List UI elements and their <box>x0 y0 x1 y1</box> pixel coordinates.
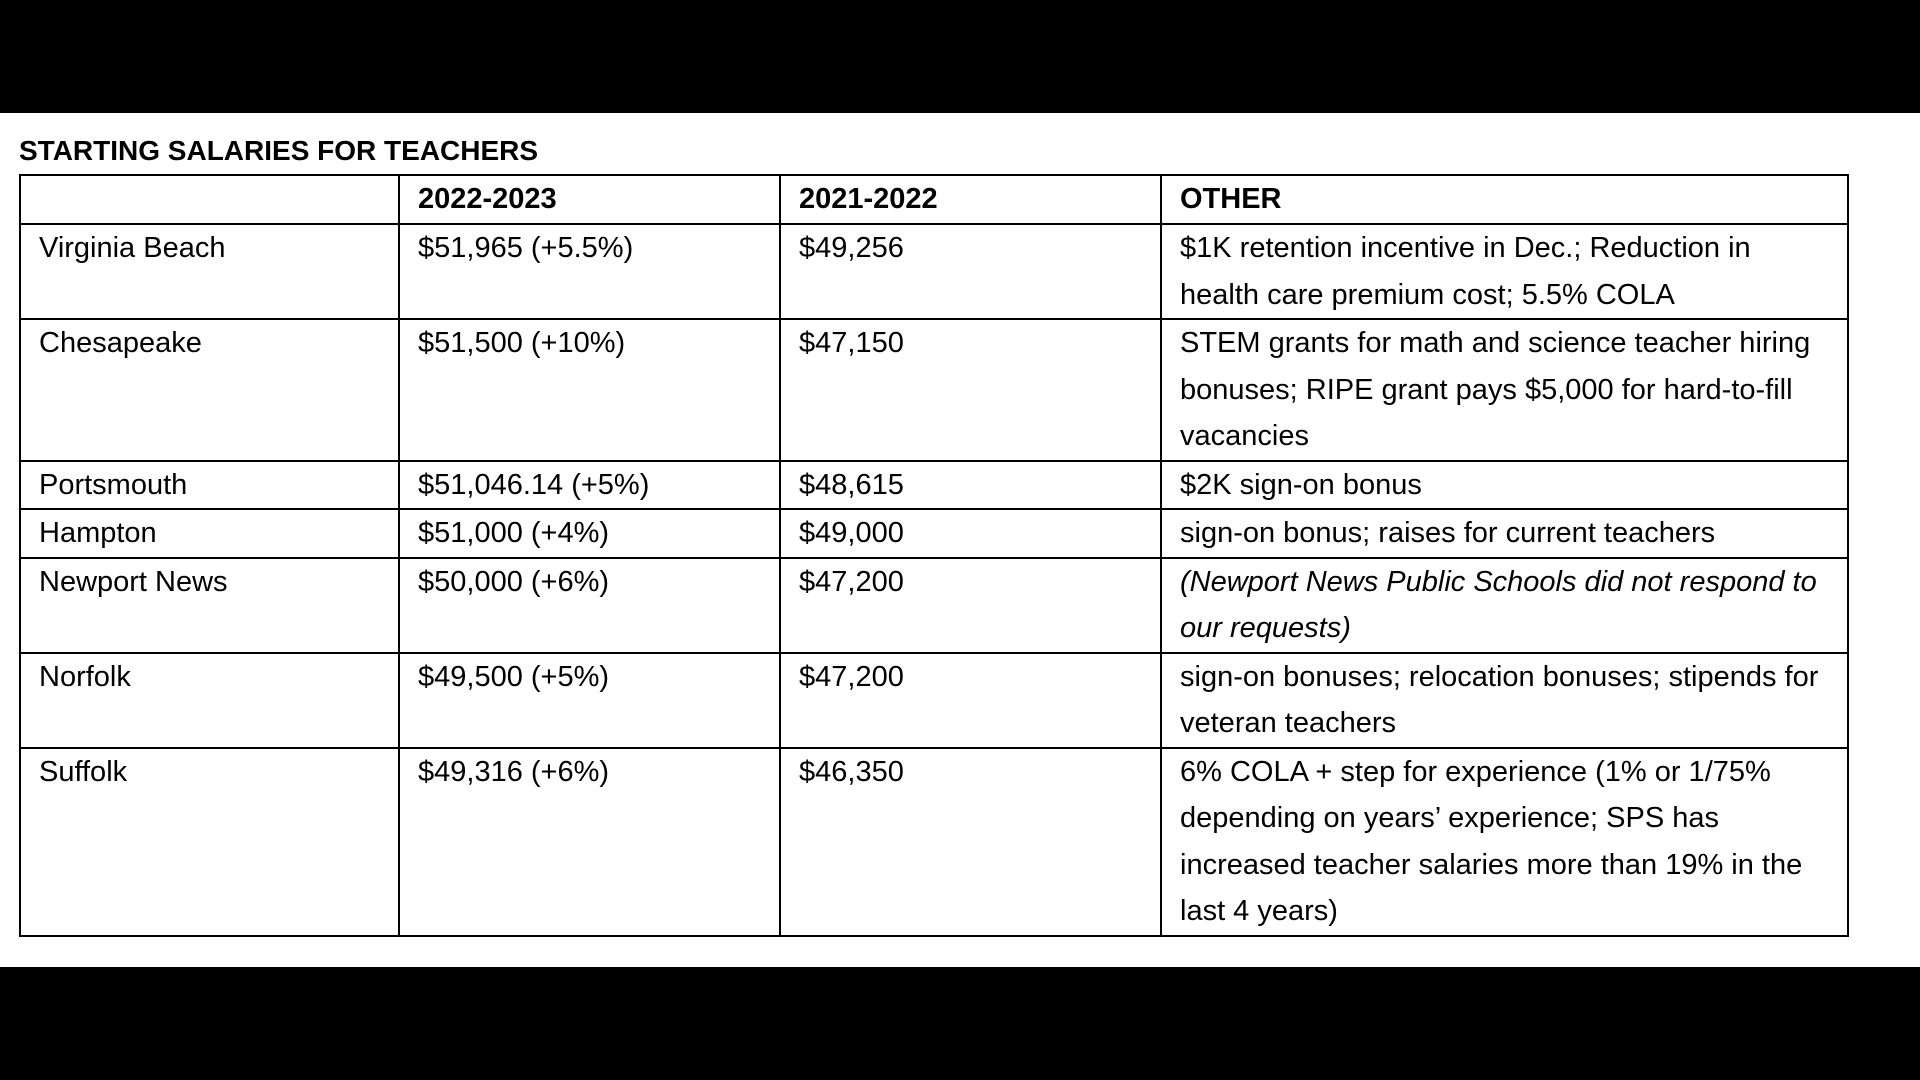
other-cell: (Newport News Public Schools did not respond to our requests) <box>1161 558 1848 653</box>
header-2021-2022: 2021-2022 <box>780 175 1161 224</box>
document-sheet <box>0 113 1920 967</box>
other-cell: 6% COLA + step for experience (1% or 1/75% depending on years’ experience; SPS has increased teacher salaries more than 19% in the last 4 years) <box>1161 748 1848 936</box>
table-row <box>20 558 1848 653</box>
table-row <box>20 653 1848 748</box>
header-2022-2023: 2022-2023 <box>399 175 780 224</box>
city-cell: Portsmouth <box>20 461 399 510</box>
table-row <box>20 748 1848 936</box>
document-title: STARTING SALARIES FOR TEACHERS <box>19 135 539 166</box>
salary-2022-2023-cell: $51,046.14 (+5%) <box>399 461 780 510</box>
header-other: OTHER <box>1161 175 1848 224</box>
other-cell: STEM grants for math and science teacher hiring bonuses; RIPE grant pays $5,000 for hard-to-fill vacancies <box>1161 319 1848 461</box>
salary-2022-2023-cell: $50,000 (+6%) <box>399 558 780 653</box>
other-cell: sign-on bonuses; relocation bonuses; stipends for veteran teachers <box>1161 653 1848 748</box>
salary-2021-2022-cell: $47,150 <box>780 319 1161 461</box>
other-cell: $1K retention incentive in Dec.; Reduction in health care premium cost; 5.5% COLA <box>1161 224 1848 319</box>
city-cell: Norfolk <box>20 653 399 748</box>
salary-2021-2022-cell: $47,200 <box>780 653 1161 748</box>
table-row <box>20 509 1848 558</box>
header-city <box>20 175 399 224</box>
salary-2021-2022-cell: $49,256 <box>780 224 1161 319</box>
table-row <box>20 224 1848 319</box>
salary-2021-2022-cell: $49,000 <box>780 509 1161 558</box>
city-cell: Chesapeake <box>20 319 399 461</box>
salary-2022-2023-cell: $51,965 (+5.5%) <box>399 224 780 319</box>
table-header-row <box>20 175 1848 224</box>
salary-2022-2023-cell: $49,500 (+5%) <box>399 653 780 748</box>
table-row <box>20 319 1848 461</box>
city-cell: Virginia Beach <box>20 224 399 319</box>
other-cell: sign-on bonus; raises for current teachers <box>1161 509 1848 558</box>
table-row <box>20 461 1848 510</box>
salary-2021-2022-cell: $47,200 <box>780 558 1161 653</box>
salary-table <box>19 174 1849 937</box>
city-cell: Suffolk <box>20 748 399 936</box>
salary-2021-2022-cell: $48,615 <box>780 461 1161 510</box>
salary-2022-2023-cell: $51,000 (+4%) <box>399 509 780 558</box>
city-cell: Newport News <box>20 558 399 653</box>
salary-2022-2023-cell: $51,500 (+10%) <box>399 319 780 461</box>
other-cell: $2K sign-on bonus <box>1161 461 1848 510</box>
salary-2021-2022-cell: $46,350 <box>780 748 1161 936</box>
city-cell: Hampton <box>20 509 399 558</box>
salary-2022-2023-cell: $49,316 (+6%) <box>399 748 780 936</box>
